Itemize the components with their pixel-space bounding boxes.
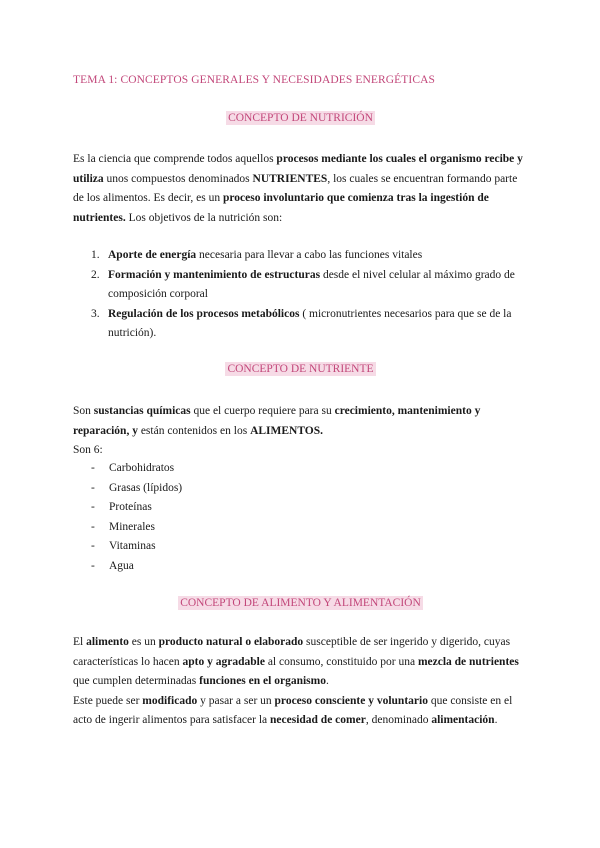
nutrient-label: Carbohidratos [109, 462, 175, 474]
dash-marker: - [91, 462, 95, 474]
bold-run: alimento [86, 636, 129, 648]
objectives-list [73, 246, 528, 344]
text-run: , denominado [365, 714, 432, 726]
text-run: al consumo, constituido por una [264, 655, 418, 668]
bold-run: Regulación de los procesos metabólicos [108, 307, 300, 320]
text-run: que cumplen determinadas [73, 675, 200, 687]
nutrient-label: Vitaminas [109, 540, 156, 552]
text-run: están contenidos en los [137, 424, 251, 437]
bold-run: Formación y mantenimiento de estructuras [108, 268, 321, 281]
list-item [73, 537, 528, 557]
nutricion-paragraph [73, 150, 528, 228]
text-run: que consiste en el acto de ingerir alimentos para satisfacer la [73, 694, 513, 726]
dash-marker: - [91, 540, 95, 552]
text-run: . [494, 714, 498, 726]
dash-marker: - [91, 481, 95, 494]
nutrients-list [73, 459, 528, 576]
section-heading-text: CONCEPTO DE NUTRIENTE [227, 363, 374, 375]
text-run: Son [73, 405, 94, 417]
bold-run: alimentación [431, 714, 495, 726]
bold-run: mezcla de nutrientes [417, 655, 519, 668]
bold-run: proceso consciente y voluntario [274, 694, 428, 707]
text-run: susceptible de ser ingerido y digerido, cuyas características lo hacen [73, 636, 511, 668]
text-run: Este puede ser [73, 694, 143, 707]
text-run: desde el nivel celular al máximo grado de composición corporal [108, 268, 515, 300]
nutrient-label: Minerales [109, 520, 155, 533]
section-heading-text: CONCEPTO DE ALIMENTO Y ALIMENTACIÓN [180, 597, 421, 609]
section-heading-text: CONCEPTO DE NUTRICIÓN [228, 112, 373, 124]
list-item [73, 479, 528, 499]
text-run: El [73, 636, 87, 648]
list-item [73, 498, 528, 518]
text-run: Son 6: [73, 444, 103, 456]
alimento-paragraph [73, 633, 528, 731]
text-run: , los cuales se encuentran formando parte de los alimentos. Es decir, es un [73, 172, 518, 204]
bold-run: ALIMENTOS. [250, 424, 324, 437]
list-number: 1. [91, 249, 100, 261]
list-item [73, 459, 528, 479]
bold-run: funciones en el organismo [199, 675, 326, 687]
text-run: que el cuerpo requiere para su [190, 405, 335, 417]
text-run: ( micronutrientes necesarios para que se de la nutrición). [108, 307, 512, 339]
list-item [73, 518, 528, 538]
text-run: Los objetivos de la nutrición son: [125, 211, 283, 224]
section-heading-nutriente [73, 363, 528, 375]
text-run: necesaria para llevar a cabo las funciones vitales [196, 249, 423, 261]
nutrient-label: Proteínas [109, 501, 152, 513]
text-run: es un [128, 636, 159, 648]
bold-run: producto natural o elaborado [158, 636, 304, 648]
list-number: 3. [91, 307, 100, 320]
bold-run: NUTRIENTES [252, 172, 328, 185]
list-item [73, 246, 528, 266]
bold-run: necesidad de comer [270, 714, 366, 726]
dash-marker: - [91, 559, 95, 572]
bold-run: proceso involuntario que comienza tras la ingestión de nutrientes. [73, 192, 489, 224]
text-run: unos compuestos denominados [103, 172, 253, 185]
list-item [73, 266, 528, 305]
nutriente-paragraph [73, 402, 528, 461]
nutrient-label: Grasas (lípidos) [109, 481, 183, 494]
bold-run: procesos mediante los cuales el organismo recibe y utiliza [73, 153, 523, 185]
list-number: 2. [91, 268, 100, 281]
list-item [73, 305, 528, 344]
list-item [73, 557, 528, 577]
document-title: TEMA 1: CONCEPTOS GENERALES Y NECESIDADES ENERGÉTICAS [73, 74, 436, 86]
dash-marker: - [91, 520, 95, 533]
nutrient-label: Agua [109, 559, 134, 572]
dash-marker: - [91, 501, 95, 513]
bold-run: Aporte de energía [108, 249, 197, 261]
text-run: y pasar a ser un [197, 694, 275, 707]
text-run: . [325, 675, 329, 687]
bold-run: crecimiento, mantenimiento y reparación, y [73, 405, 481, 437]
section-heading-nutricion [73, 112, 528, 124]
bold-run: sustancias químicas [93, 405, 191, 417]
bold-run: apto y agradable [182, 655, 265, 668]
text-run: Es la ciencia que comprende todos aquellos [73, 153, 277, 165]
bold-run: modificado [142, 694, 198, 707]
section-heading-alimento [73, 597, 528, 609]
